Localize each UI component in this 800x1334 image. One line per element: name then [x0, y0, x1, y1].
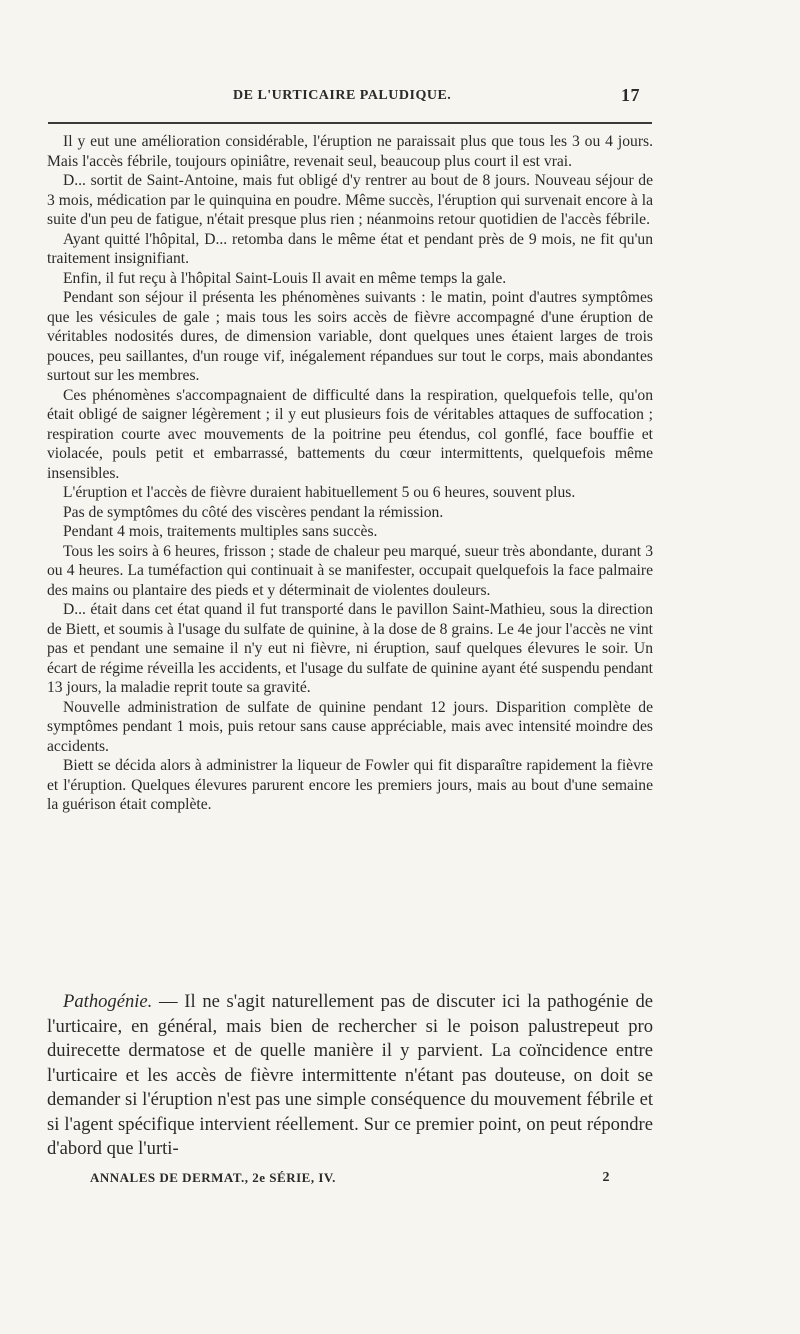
paragraph: D... était dans cet état quand il fut transporté dans le pavillon Saint-Mathieu, sous la direction de Biett, et soumis à l'usage du sulfate de quinine, à la dose de 8 grains. Le 4e jour l'accès ne vint pas et pendant une semaine il n'y eut ni fièvre, ni éruption, sauf quelques élevures le soir. Un écart de régime réveilla les accidents, et l'usage du sulfate de quinine ayant été suspendu pendant 13 jours, la maladie reprit toute sa gravité.	[47, 601, 653, 696]
pathogenie-section	[47, 990, 653, 1162]
paragraph: Il y eut une amélioration considérable, l'éruption ne paraissait plus que tous les 3 ou 4 jours. Mais l'accès fébrile, toujours opiniâtre, revenait seul, beaucoup plus court il est vrai.	[47, 133, 653, 170]
paragraph: Pendant son séjour il présenta les phénomènes suivants : le matin, point d'autres symptômes que les vésicules de gale ; mais tous les soirs accès de fièvre accompagné d'une éruption de véritables nodosités dures, de dimension variable, dont quelques unes étaient larges de trois pouces, peu saillantes, d'un rouge vif, inégalement répandues sur tout le corps, mais abondantes surtout sur les membres.	[47, 289, 653, 384]
paragraph: Pendant 4 mois, traitements multiples sans succès.	[63, 523, 378, 540]
pathogenie-text: — Il ne s'agit naturellement pas de discuter ici la pathogénie de l'urticaire, en général, mais bien de rechercher si le poison palustrepeut pro duirecette dermatose et de quelle manière il y parvient. La coïncidence entre l'urticaire et les accès de fièvre intermittente n'étant pas douteuse, on doit se demander si l'éruption n'est pas une simple conséquence du mouvement fébrile et si l'agent spécifique intervient réellement. Sur ce premier point, on peut répondre d'abord que l'urti-	[47, 991, 653, 1159]
paragraph: Ayant quitté l'hôpital, D... retomba dans le même état et pendant près de 9 mois, ne fit qu'un traitement insignifiant.	[47, 230, 653, 267]
signature-mark: ANNALES DE DERMAT., 2e SÉRIE, IV.	[90, 1170, 336, 1185]
header-rule	[48, 122, 652, 124]
running-header	[48, 85, 640, 112]
case-report-body	[47, 132, 653, 815]
pathogenie-paragraph	[47, 990, 653, 1162]
page-number: 17	[621, 85, 640, 105]
paragraph: Enfin, il fut reçu à l'hôpital Saint-Louis Il avait en même temps la gale.	[63, 269, 507, 287]
paragraph: D... sortit de Saint-Antoine, mais fut obligé d'y rentrer au bout de 8 jours. Nouveau séjour de 3 mois, médication par le quinquina en poudre. Même succès, l'éruption qui survenait encore à la suite d'un peu de fatigue, n'était presque plus rien ; néanmoins retour quotidien de l'accès fébrile.	[47, 172, 653, 228]
running-title: DE L'URTICAIRE PALUDIQUE.	[233, 88, 452, 103]
paragraph: Tous les soirs à 6 heures, frisson ; stade de chaleur peu marqué, sueur très abondante, durant 3 ou 4 heures. La tuméfaction qui continuait à se manifester, occupait quelquefois la face palmaire des mains ou plantaire des pieds et y déterminait de violentes douleurs.	[47, 542, 653, 599]
paragraph: L'éruption et l'accès de fièvre duraient habituellement 5 ou 6 heures, souvent plus.	[63, 484, 576, 501]
paragraph: Biett se décida alors à administrer la liqueur de Fowler qui fit disparaître rapidement la fièvre et l'éruption. Quelques élevures parurent encore les premiers jours, mais au bout d'une semaine la guérison était complète.	[47, 757, 653, 813]
paragraph: Pas de symptômes du côté des viscères pendant la rémission.	[63, 503, 444, 521]
paragraph: Nouvelle administration de sulfate de quinine pendant 12 jours. Disparition complète de symptômes pendant 1 mois, puis retour sans cause appréciable, mais avec intensité moindre des accidents.	[47, 698, 653, 755]
section-heading: Pathogénie.	[63, 991, 153, 1012]
signature-number: 2	[602, 1170, 610, 1185]
footer-signature	[90, 1170, 610, 1190]
paragraph: Ces phénomènes s'accompagnaient de difficulté dans la respiration, quelquefois telle, qu'on était obligé de saigner légèrement ; il y eut plusieurs fois de véritables attaques de suffocation ; respiration courte avec mouvements de la poitrine peu étendus, col gonflé, face bouffie et violacée, pouls petit et embarrassé, battements du cœur intermittents, quelquefois même insensibles.	[47, 386, 653, 482]
